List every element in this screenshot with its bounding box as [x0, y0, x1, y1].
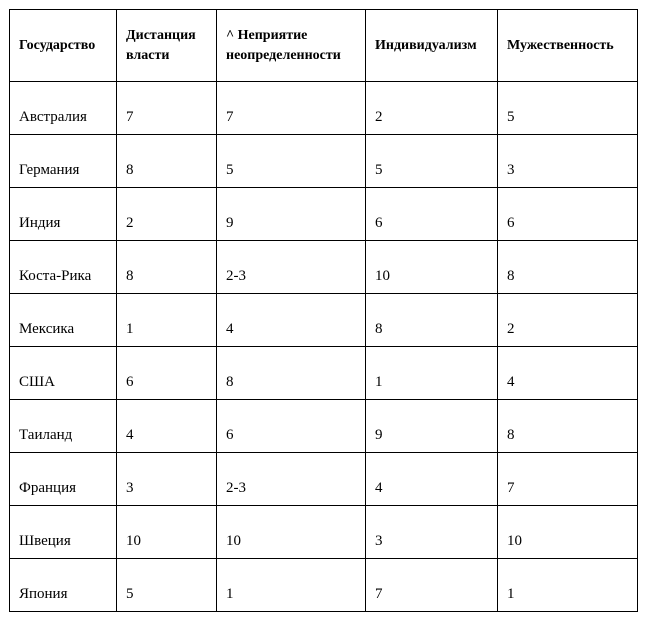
table-row	[10, 400, 638, 453]
cell-individualism: 1	[366, 347, 498, 400]
culture-dimensions-table	[9, 9, 638, 612]
cell-masculinity: 3	[498, 135, 638, 188]
cell-individualism: 7	[366, 559, 498, 612]
cell-power-distance: 10	[117, 506, 217, 559]
header-power-distance: Дистанция власти	[117, 10, 217, 82]
cell-uncertainty-avoidance: 6	[217, 400, 366, 453]
cell-masculinity: 4	[498, 347, 638, 400]
cell-power-distance: 8	[117, 135, 217, 188]
table-row	[10, 241, 638, 294]
cell-masculinity: 6	[498, 188, 638, 241]
header-masculinity: Мужественность	[498, 10, 638, 82]
cell-masculinity: 8	[498, 400, 638, 453]
cell-uncertainty-avoidance: 5	[217, 135, 366, 188]
cell-country: США	[10, 347, 117, 400]
cell-power-distance: 4	[117, 400, 217, 453]
table-row	[10, 294, 638, 347]
cell-individualism: 3	[366, 506, 498, 559]
cell-country: Коста-Рика	[10, 241, 117, 294]
header-uncertainty-avoidance: ^ Неприятие неопределенности	[217, 10, 366, 82]
cell-country: Мексика	[10, 294, 117, 347]
cell-masculinity: 1	[498, 559, 638, 612]
cell-individualism: 6	[366, 188, 498, 241]
cell-uncertainty-avoidance: 2-3	[217, 453, 366, 506]
cell-country: Австралия	[10, 82, 117, 135]
cell-country: Япония	[10, 559, 117, 612]
table-row	[10, 82, 638, 135]
cell-masculinity: 5	[498, 82, 638, 135]
cell-power-distance: 3	[117, 453, 217, 506]
cell-uncertainty-avoidance: 8	[217, 347, 366, 400]
cell-masculinity: 7	[498, 453, 638, 506]
cell-country: Таиланд	[10, 400, 117, 453]
cell-individualism: 2	[366, 82, 498, 135]
cell-power-distance: 5	[117, 559, 217, 612]
cell-power-distance: 7	[117, 82, 217, 135]
cell-power-distance: 2	[117, 188, 217, 241]
cell-individualism: 5	[366, 135, 498, 188]
cell-power-distance: 6	[117, 347, 217, 400]
cell-power-distance: 8	[117, 241, 217, 294]
cell-individualism: 4	[366, 453, 498, 506]
cell-country: Германия	[10, 135, 117, 188]
cell-power-distance: 1	[117, 294, 217, 347]
cell-uncertainty-avoidance: 7	[217, 82, 366, 135]
cell-country: Индия	[10, 188, 117, 241]
cell-uncertainty-avoidance: 1	[217, 559, 366, 612]
table-row	[10, 559, 638, 612]
header-individualism: Индивидуализм	[366, 10, 498, 82]
cell-uncertainty-avoidance: 10	[217, 506, 366, 559]
cell-country: Швеция	[10, 506, 117, 559]
cell-individualism: 8	[366, 294, 498, 347]
cell-individualism: 10	[366, 241, 498, 294]
cell-masculinity: 10	[498, 506, 638, 559]
cell-uncertainty-avoidance: 2-3	[217, 241, 366, 294]
cell-country: Франция	[10, 453, 117, 506]
table-row	[10, 453, 638, 506]
cell-masculinity: 8	[498, 241, 638, 294]
cell-individualism: 9	[366, 400, 498, 453]
table-row	[10, 188, 638, 241]
header-country: Государство	[10, 10, 117, 82]
table-row	[10, 135, 638, 188]
cell-masculinity: 2	[498, 294, 638, 347]
cell-uncertainty-avoidance: 4	[217, 294, 366, 347]
table-row	[10, 506, 638, 559]
table-header-row	[10, 10, 638, 82]
cell-uncertainty-avoidance: 9	[217, 188, 366, 241]
table-row	[10, 347, 638, 400]
